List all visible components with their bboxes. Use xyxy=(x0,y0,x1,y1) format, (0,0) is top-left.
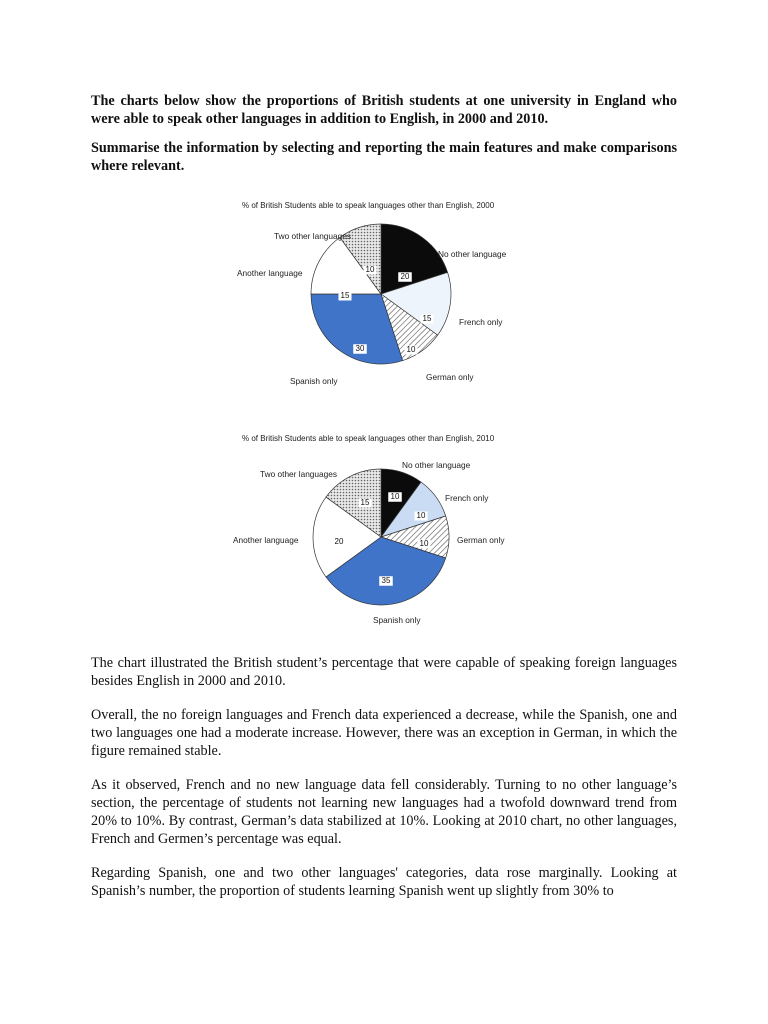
essay-paragraph-4: Regarding Spanish, one and two other languages' categories, data rose marginally. Looking at Spanish’s number, the proportion of students learning Spanish went up slightly from 30% to xyxy=(91,865,677,899)
pie-chart-2010-svg xyxy=(231,428,551,648)
essay-paragraph-3: As it observed, French and no new language data fell considerably. Turning to no other language’s section, the percentage of students not learning new languages had a twofold downward trend from 20% to 10%. By contrast, German’s data stabilized at 10%. Looking at 2010 chart, no other languages, French and Germen’s percentage was equal. xyxy=(91,777,677,847)
pie-chart-2010 xyxy=(231,428,551,648)
pie-chart-2000 xyxy=(231,195,551,415)
prompt-line-2: Summarise the information by selecting and reporting the main features and make comparisons where relevant. xyxy=(91,140,677,174)
pie-category-label: Two other languages xyxy=(260,469,338,479)
pie-value-label: 35 xyxy=(381,576,391,585)
pie-value-label: 15 xyxy=(340,291,350,300)
chart-title-2010: % of British Students able to speak languages other than English, 2010 xyxy=(242,434,495,443)
pie-value-label: 10 xyxy=(416,511,426,520)
pie-value-label: 15 xyxy=(360,498,370,507)
pie-value-label: 20 xyxy=(334,537,344,546)
pie-category-label: Another language xyxy=(233,535,299,545)
pie-value-label: 10 xyxy=(406,345,416,354)
pie-category-label: French only xyxy=(445,493,489,503)
essay-paragraph-1: The chart illustrated the British student’s percentage that were capable of speaking foreign languages besides English in 2000 and 2010. xyxy=(91,655,677,689)
pie-value-label: 10 xyxy=(365,265,375,274)
pie-category-label: No other language xyxy=(438,249,507,259)
pie-category-label: German only xyxy=(426,372,474,382)
task-prompt xyxy=(91,92,677,186)
pie-chart-2000-svg xyxy=(231,195,551,415)
prompt-line-1: The charts below show the proportions of British students at one university in England who were able to speak other languages in addition to English, in 2000 and 2010. xyxy=(91,93,677,127)
pie-value-label: 30 xyxy=(355,344,365,353)
pie-category-label: French only xyxy=(459,317,503,327)
pie-category-label: Two other languages xyxy=(274,231,352,241)
pie-category-label: German only xyxy=(457,535,505,545)
pie-value-label: 10 xyxy=(419,539,429,548)
pie-category-label: No other language xyxy=(402,460,471,470)
pie-category-label: Another language xyxy=(237,268,303,278)
pie-value-label: 20 xyxy=(400,272,410,281)
pie-category-label: Spanish only xyxy=(290,376,338,386)
pie-value-label: 15 xyxy=(422,314,432,323)
essay-body xyxy=(91,654,677,916)
chart-title-2000: % of British Students able to speak languages other than English, 2000 xyxy=(242,201,495,210)
essay-paragraph-2: Overall, the no foreign languages and French data experienced a decrease, while the Spanish, one and two languages one had a moderate increase. However, there was an exception in German, in which the figure remained stable. xyxy=(91,707,677,759)
pie-category-label: Spanish only xyxy=(373,615,421,625)
pie-value-label: 10 xyxy=(390,492,400,501)
